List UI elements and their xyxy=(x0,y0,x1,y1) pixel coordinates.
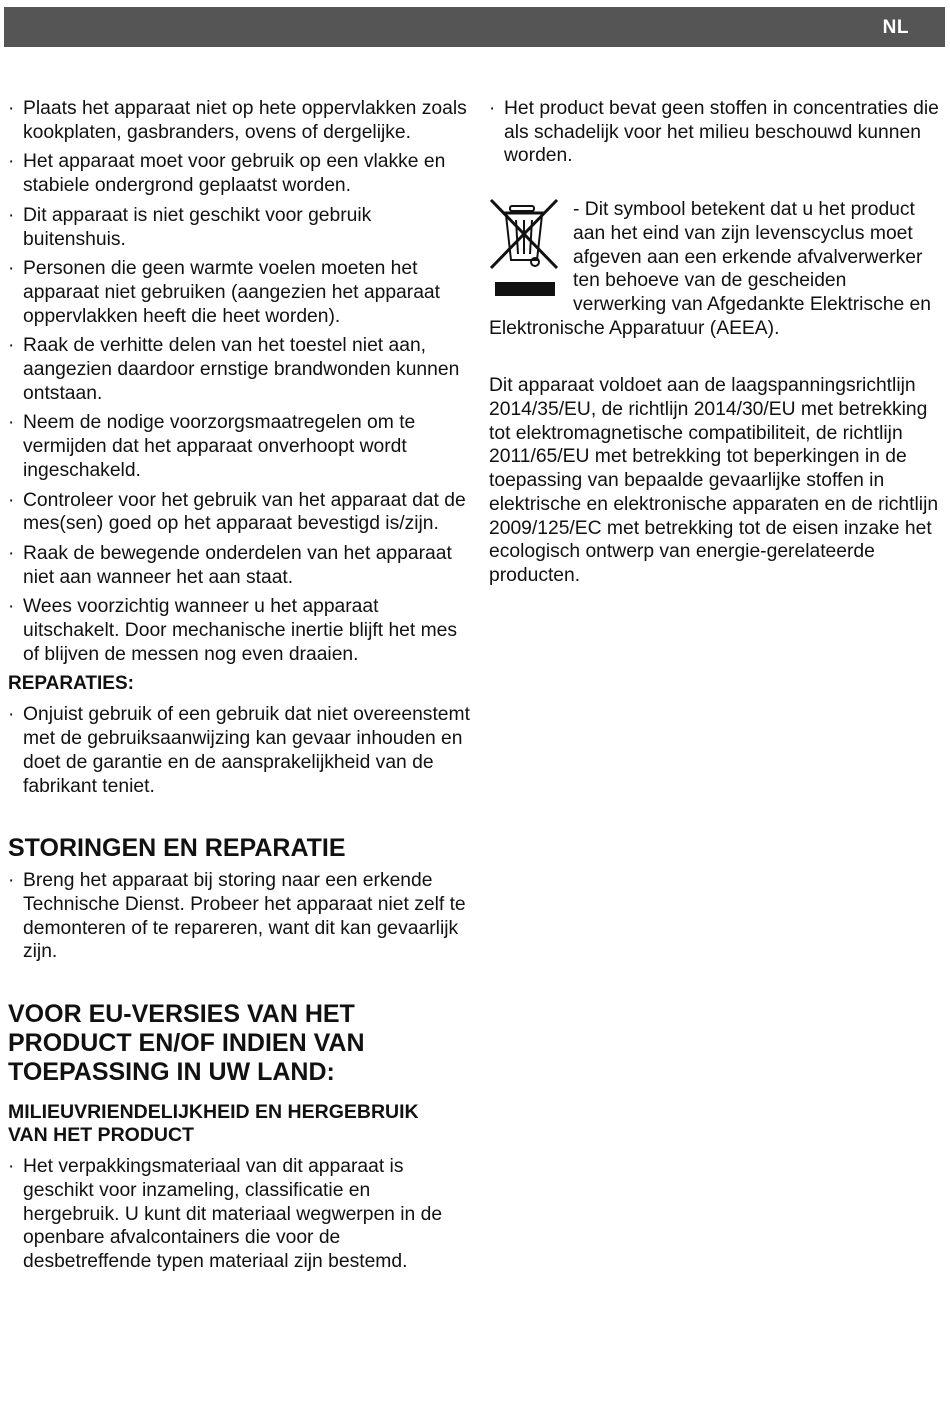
list-item: · Raak de verhitte delen van het toestel niet aan, aangezien daardoor ernstige brandwonden kunnen ontstaan. xyxy=(8,334,470,405)
list-item: · Personen die geen warmte voelen moeten het apparaat niet gebruiken (aangezien het apparaat oppervlakken heeft die heet worden). xyxy=(8,257,470,328)
list-item: · Plaats het apparaat niet op hete oppervlakken zoals kookplaten, gasbranders, ovens of dergelijke. xyxy=(8,97,470,144)
list-item: · Controleer voor het gebruik van het apparaat dat de mes(sen) goed op het apparaat bevestigd is/zijn. xyxy=(8,489,470,536)
crossed-bin-icon xyxy=(489,198,563,302)
milieu-list xyxy=(8,1155,470,1274)
list-item: · Het verpakkingsmateriaal van dit apparaat is geschikt voor inzameling, classificatie en hergebruik. U kunt dit materiaal wegwerpen in de openbare afvalcontainers die voor de desbetreffende typen materiaal zijn bestemd. xyxy=(8,1155,470,1274)
list-item: · Neem de nodige voorzorgsmaatregelen om te vermijden dat het apparaat onverhoopt wordt ingeschakeld. xyxy=(8,411,470,482)
weee-text: - Dit symbool betekent dat u het product aan het eind van zijn levenscyclus moet afgeven aan een erkende afvalverwerker ten behoeve van de gescheiden verwerking van Afgedankte Elektrische en Elektronische Apparatuur (AEEA). xyxy=(489,199,931,339)
list-item: · Raak de bewegende onderdelen van het apparaat niet aan wanneer het aan staat. xyxy=(8,542,470,589)
list-item: · Onjuist gebruik of een gebruik dat niet overeenstemt met de gebruiksaanwijzing kan gevaar inhouden en doet de garantie en de aansprakelijkheid van de fabrikant teniet. xyxy=(8,703,470,798)
repair-list xyxy=(8,703,470,798)
storing-list xyxy=(8,869,470,964)
list-item: · Wees voorzichtig wanneer u het apparaat uitschakelt. Door mechanische inertie blijft het mes of blijven de messen nog even draaien. xyxy=(8,595,470,666)
language-label: NL xyxy=(882,17,909,38)
list-item: · Breng het apparaat bij storing naar een erkende Technische Dienst. Probeer het apparaat niet zelf te demonteren of te repareren, want dit kan gevaarlijk zijn. xyxy=(8,869,470,964)
left-column xyxy=(8,97,470,1280)
list-item: · Het apparaat moet voor gebruik op een vlakke en stabiele ondergrond geplaatst worden. xyxy=(8,150,470,197)
storing-heading: STORINGEN EN REPARATIE xyxy=(8,834,346,863)
right-column xyxy=(489,97,941,588)
weee-block xyxy=(489,198,941,340)
product-list xyxy=(489,97,941,168)
list-item: · Het product bevat geen stoffen in concentraties die als schadelijk voor het milieu beschouwd kunnen worden. xyxy=(489,97,941,168)
eu-heading: VOOR EU-VERSIES VAN HET PRODUCT EN/OF INDIEN VAN TOEPASSING IN UW LAND: xyxy=(8,1000,365,1087)
safety-list xyxy=(8,97,470,666)
repair-heading: REPARATIES: xyxy=(8,673,134,695)
milieu-heading: MILIEUVRIENDELIJKHEID EN HERGEBRUIK VAN HET PRODUCT xyxy=(8,1101,419,1147)
directive-text: Dit apparaat voldoet aan de laagspanningsrichtlijn 2014/35/EU, de richtlijn 2014/30/EU met betrekking tot elektromagnetische compatibiliteit, de richtlijn 2011/65/EU met betrekking tot beperkingen in de toepassing van bepaalde gevaarlijke stoffen in elektrische en elektronische apparaten en de richtlijn 2009/125/EC met betrekking tot de eisen inzake het ecologisch ontwerp van energie-gerelateerde producten. xyxy=(489,375,939,586)
header-bar xyxy=(4,7,945,47)
list-item: · Dit apparaat is niet geschikt voor gebruik buitenshuis. xyxy=(8,204,470,251)
